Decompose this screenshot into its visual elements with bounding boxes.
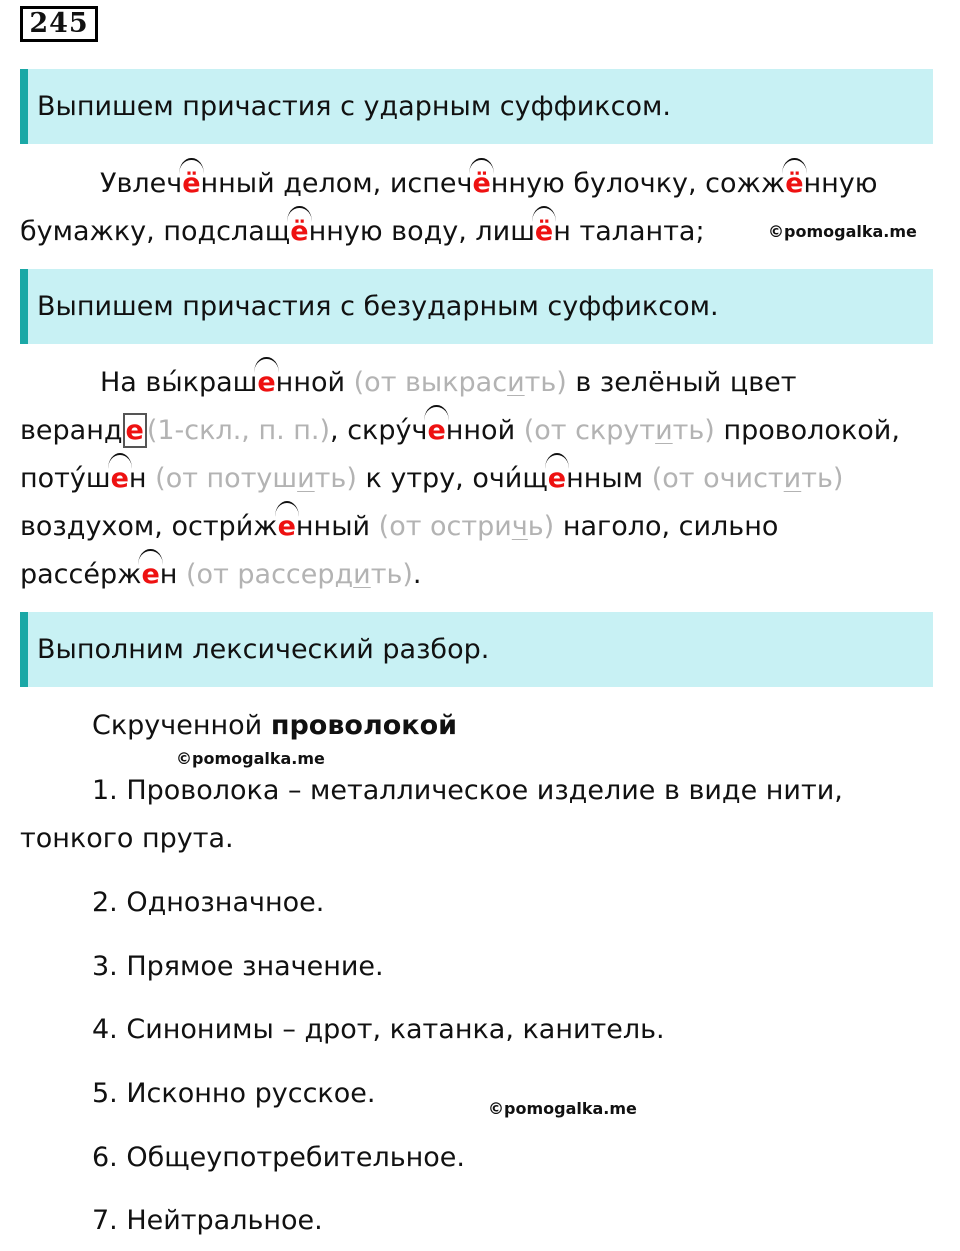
text: нный делом, испеч [200, 168, 473, 199]
text: нную булочку, сожж [490, 168, 786, 199]
unstressed-line-2: веранд е (1-скл., п. п.), скру́ченной (от скрутить) проволокой, [20, 411, 900, 451]
lexical-item-5: 5. Исконно русское. [92, 1078, 376, 1109]
text: нную [803, 168, 878, 199]
stressed-line-2 [20, 212, 705, 252]
watermark: ©pomogalka.me [176, 749, 325, 768]
lexical-item-2: 2. Однозначное. [92, 887, 325, 918]
suffix-arc: е [278, 507, 296, 547]
suffix-arc: ё [290, 212, 308, 252]
suffix-arc: ё [535, 212, 553, 252]
suffix-arc: ё [182, 164, 200, 204]
suffix-arc: е [427, 411, 445, 451]
text: бумажку, подслащ [20, 216, 291, 247]
derivation-note: (от скрутить) [523, 415, 715, 446]
section-header-unstressed: Выпишем причастия с безударным суффиксом. [20, 269, 933, 344]
section-header-lexical: Выполним лексический разбор. [20, 612, 933, 687]
derivation-note: (от очистить) [651, 463, 844, 494]
lexical-item-1: 1. Проволока – металлическое изделие в виде нити, [92, 775, 843, 806]
task-number: 245 [20, 6, 98, 42]
suffix-arc: е [141, 555, 159, 595]
text: нную воду, лиш [308, 216, 535, 247]
section-header-stressed: Выпишем причастия с ударным суффиксом. [20, 69, 933, 144]
ending-box: е [123, 413, 147, 448]
case-note: (1-скл., п. п.) [146, 415, 331, 446]
watermark: ©pomogalka.me [768, 222, 917, 241]
derivation-note: (от остричь) [378, 511, 555, 542]
suffix-arc: е [111, 459, 129, 499]
lexical-item-6: 6. Общеупотребительное. [92, 1142, 465, 1173]
stressed-line-1 [100, 164, 878, 204]
unstressed-line-4: воздухом, остри́женный (от остричь) наголо, сильно [20, 507, 778, 547]
derivation-note: (от рассердить) [186, 559, 413, 590]
lexical-item-7: 7. Нейтральное. [92, 1205, 323, 1236]
derivation-note: (от выкрасить) [353, 367, 567, 398]
unstressed-line-1: На вы́крашенной (от выкрасить) в зелёный цвет [100, 363, 796, 403]
derivation-note: (от потушить) [155, 463, 357, 494]
lexical-item-1-cont: тонкого прута. [20, 823, 234, 854]
unstressed-line-3: поту́шен (от потушить) к утру, очи́щенным (от очистить) [20, 459, 843, 499]
lexical-phrase: Скрученной проволокой [92, 710, 458, 741]
lexical-item-4: 4. Синонимы – дрот, катанка, канитель. [92, 1014, 665, 1045]
text: Увлеч [100, 168, 183, 199]
unstressed-line-5: рассе́ржен (от рассердить). [20, 555, 422, 595]
suffix-arc: е [257, 363, 275, 403]
suffix-arc: е [548, 459, 566, 499]
text: н таланта; [553, 216, 705, 247]
suffix-arc: ё [785, 164, 803, 204]
watermark: ©pomogalka.me [488, 1099, 637, 1118]
lexical-item-3: 3. Прямое значение. [92, 951, 384, 982]
suffix-arc: ё [472, 164, 490, 204]
